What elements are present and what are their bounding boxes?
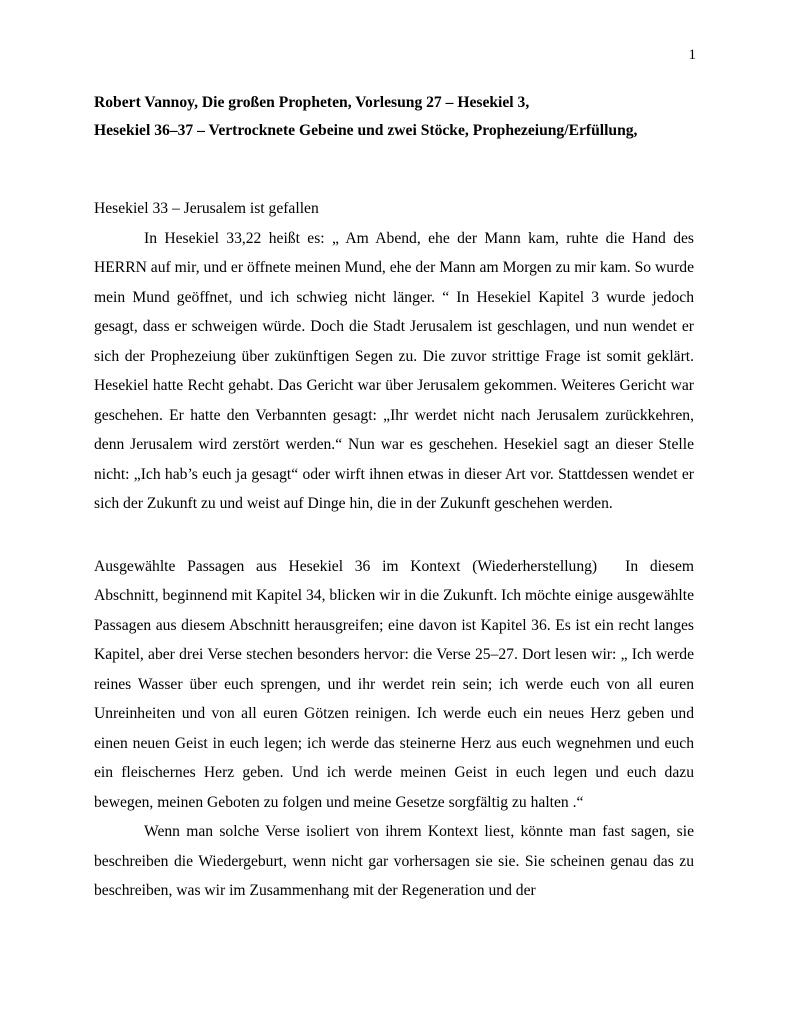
document-body	[94, 89, 694, 906]
paragraph-hesekiel-36: In diesem Abschnitt, beginnend mit Kapitel 34, blicken wir in die Zukunft. Ich möchte einige ausgewählte Passagen aus diesem Abschnitt herausgreifen; eine davon ist Kapitel 36. Es ist ein recht langes Kapitel, aber drei Verse stechen besonders hervor: die Verse 25–27. Dort lesen wir: „ Ich werde reines Wasser über euch sprengen, und ihr werdet rein sein; ich werde euch von all euren Unreinheiten und von all euren Götzen reinigen. Ich werde euch ein neues Herz geben und einen neuen Geist in euch legen; ich werde das steinerne Herz aus euch wegnehmen und euch ein fleischernes Herz geben. Und ich werde meinen Geist in euch legen und euch dazu bewegen, meinen Geboten zu folgen und meine Gesetze sorgfältig zu halten .“	[94, 557, 694, 811]
title-line-1: Robert Vannoy, Die großen Propheten, Vorlesung 27 – Hesekiel 3,	[94, 94, 530, 111]
page-number: 1	[688, 47, 696, 63]
paragraph-hesekiel-33: In Hesekiel 33,22 heißt es: „ Am Abend, ehe der Mann kam, ruhte die Hand des HERRN auf mir, und er öffnete meinen Mund, ehe der Mann am Morgen zu mir kam. So wurde mein Mund geöffnet, und ich schwieg nicht länger. “ In Hesekiel Kapitel 3 wurde jedoch gesagt, dass er schweigen würde. Doch die Stadt Jerusalem ist geschlagen, und nun wendet er sich der Prophezeiung über zukünftigen Segen zu. Die zuvor strittige Frage ist somit geklärt. Hesekiel hatte Recht gehabt. Das Gericht war über Jerusalem gekommen. Weiteres Gericht war geschehen. Er hatte den Verbannten gesagt: „Ihr werdet nicht nach Jerusalem zurückkehren, denn Jerusalem wird zerstört werden.“ Nun war es geschehen. Hesekiel sagt an dieser Stelle nicht: „Ich hab’s euch ja gesagt“ oder wirft ihnen etwas in dieser Art vor. Stattdessen wendet er sich der Zukunft zu und weist auf Dinge hin, die in der Zukunft geschehen werden.	[94, 229, 694, 512]
title-line-2: Hesekiel 36–37 – Vertrocknete Gebeine und zwei Stöcke, Prophezeiung/Erfüllung,	[94, 122, 638, 139]
section-heading-hesekiel-36: Ausgewählte Passagen aus Hesekiel 36 im Kontext (Wiederherstellung)	[94, 557, 598, 575]
paragraph-context: Wenn man solche Verse isoliert von ihrem Kontext liest, könnte man fast sagen, sie beschreiben die Wiedergeburt, wenn nicht gar vorhersagen sie sie. Sie scheinen genau das zu beschreiben, was wir im Zusammenhang mit der Regeneration und der	[94, 823, 694, 899]
section-block-hesekiel-36	[94, 552, 694, 818]
section-heading-hesekiel-33: Hesekiel 33 – Jerusalem ist gefallen	[94, 200, 319, 217]
